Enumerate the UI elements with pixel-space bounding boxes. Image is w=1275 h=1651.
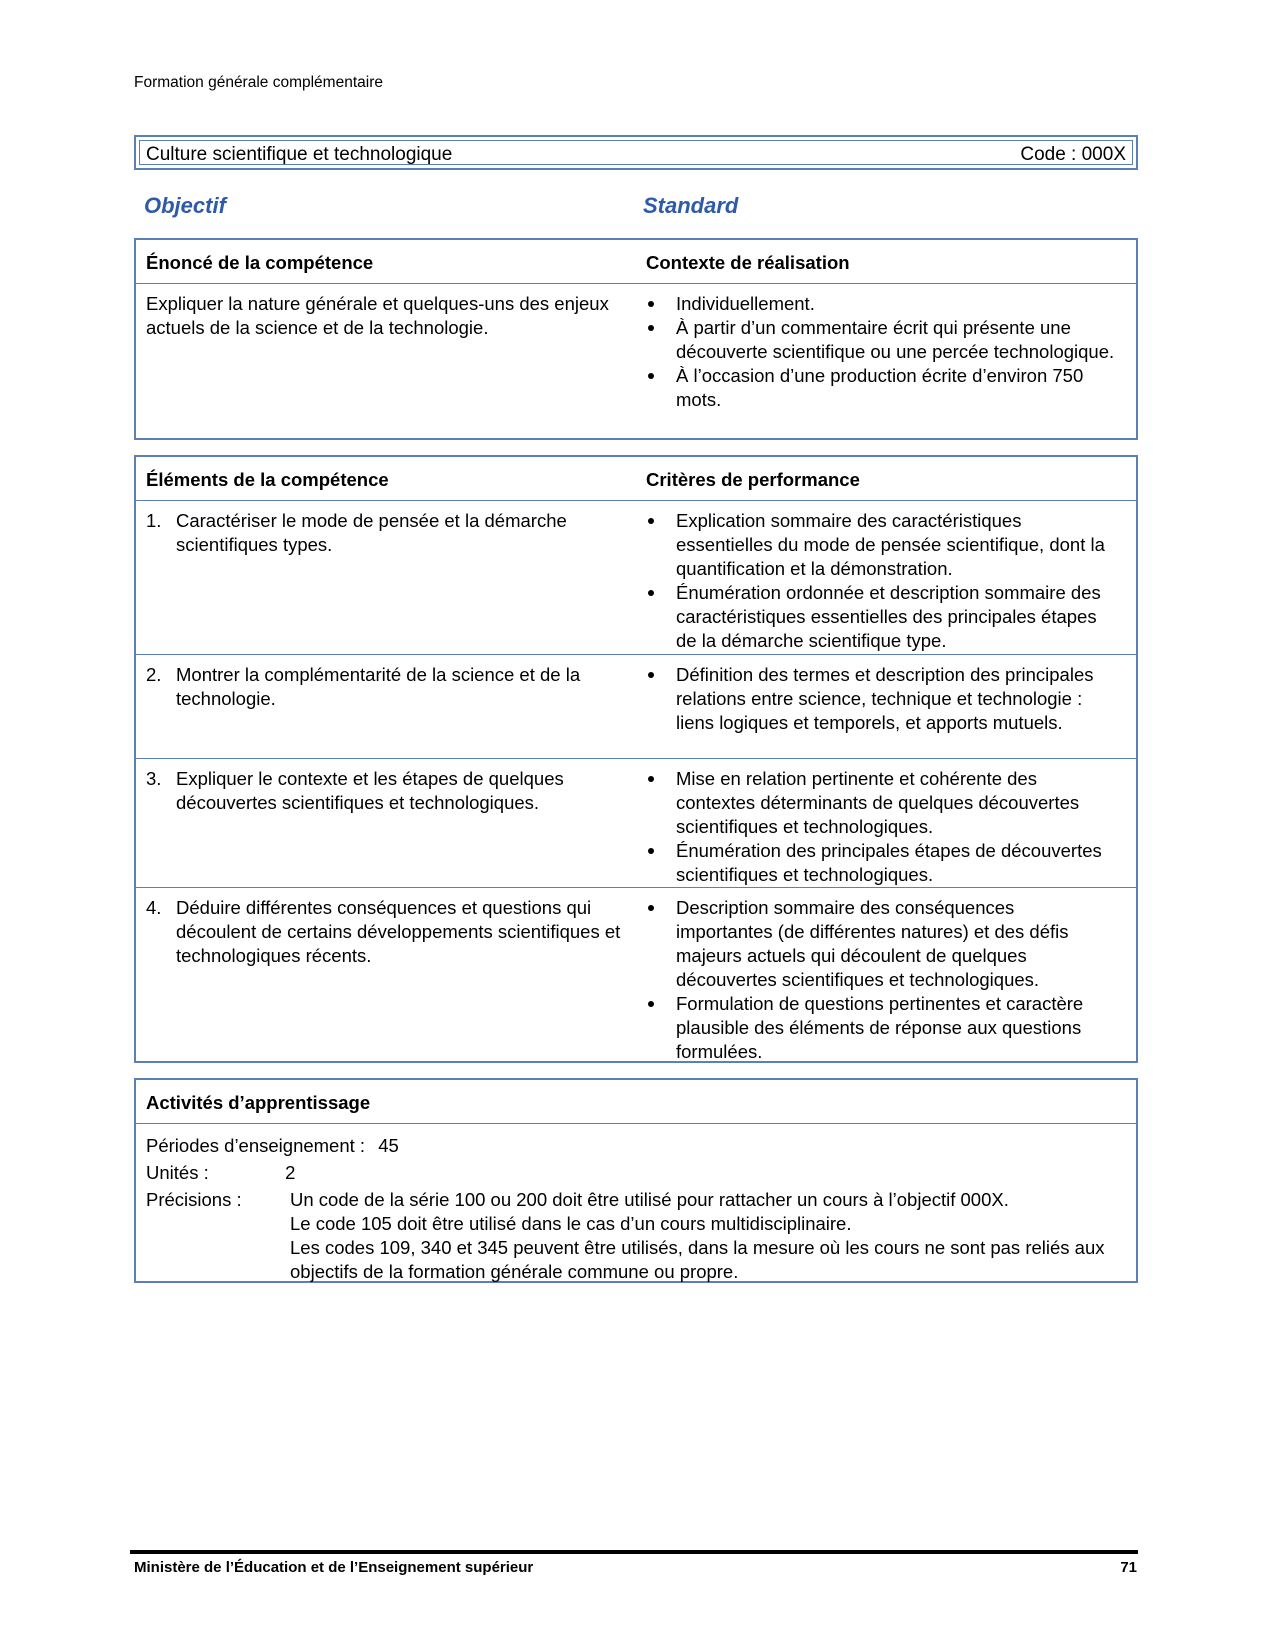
elements-header: Éléments de la compétence bbox=[146, 469, 389, 490]
element-text: Déduire différentes conséquences et questions qui découlent de certains développements scientifiques et technologiques récents. bbox=[176, 897, 621, 966]
criterion-item: Description sommaire des conséquences importantes (de différentes natures) et des défis majeurs actuels qui découlent de quelques découvertes scientifiques et technologiques. bbox=[646, 896, 1116, 992]
criterion-item: Mise en relation pertinente et cohérente des contextes déterminants de quelques découvertes scientifiques et technologiques. bbox=[646, 767, 1116, 839]
context-item: À l’occasion d’une production écrite d’environ 750 mots. bbox=[646, 364, 1116, 412]
element-text: Montrer la complémentarité de la science et de la technologie. bbox=[176, 664, 581, 709]
footer-rule bbox=[130, 1550, 1138, 1554]
page-number: 71 bbox=[1120, 1559, 1137, 1576]
units-value: 2 bbox=[285, 1162, 296, 1183]
element-item bbox=[146, 767, 646, 815]
running-head: Formation générale complémentaire bbox=[134, 74, 383, 91]
competence-box bbox=[134, 238, 1138, 440]
elements-box bbox=[134, 455, 1138, 1063]
units-line bbox=[146, 1161, 295, 1185]
criteria-list bbox=[646, 663, 1116, 735]
element-item bbox=[146, 896, 646, 968]
footer-ministry: Ministère de l’Éducation et de l’Enseignement supérieur bbox=[134, 1559, 534, 1576]
criteria-header: Critères de performance bbox=[646, 469, 860, 490]
criteria-list bbox=[646, 896, 1116, 1064]
element-number: 4. bbox=[146, 897, 162, 918]
course-title-band bbox=[134, 135, 1138, 170]
element-number: 2. bbox=[146, 664, 162, 685]
element-number: 1. bbox=[146, 510, 162, 531]
element-text: Caractériser le mode de pensée et la démarche scientifiques types. bbox=[176, 510, 567, 555]
standard-heading: Standard bbox=[643, 193, 739, 218]
competence-statement: Expliquer la nature générale et quelques-uns des enjeux actuels de la science et de la technologie. bbox=[146, 293, 609, 338]
competence-row bbox=[136, 284, 1136, 439]
criteria-list bbox=[646, 767, 1116, 887]
course-code: Code : 000X bbox=[1020, 144, 1126, 165]
precision-item: Un code de la série 100 ou 200 doit être utilisé pour rattacher un cours à l’objectif 000X. bbox=[290, 1189, 1009, 1210]
table-row bbox=[136, 888, 1136, 1064]
criteria-list bbox=[646, 509, 1116, 653]
criterion-item: Énumération ordonnée et description sommaire des caractéristiques essentielles des principales étapes de la démarche scientifique type. bbox=[646, 581, 1116, 653]
competence-statement-header: Énoncé de la compétence bbox=[146, 252, 374, 273]
context-item: À partir d’un commentaire écrit qui présente une découverte scientifique ou une percée technologique. bbox=[646, 316, 1116, 364]
elements-box-header bbox=[136, 457, 1136, 501]
context-item: Individuellement. bbox=[646, 292, 1116, 316]
precision-item: Les codes 109, 340 et 345 peuvent être utilisés, dans la mesure où les cours ne sont pas reliés aux objectifs de la formation générale commune ou propre. bbox=[290, 1237, 1105, 1282]
table-row bbox=[136, 501, 1136, 655]
periods-label: Périodes d’enseignement : bbox=[146, 1135, 366, 1156]
precisions-line bbox=[146, 1188, 1126, 1284]
precisions-text bbox=[290, 1188, 1120, 1284]
criterion-item: Explication sommaire des caractéristiques essentielles du mode de pensée scientifique, dont la quantification et la démonstration. bbox=[646, 509, 1116, 581]
periods-value: 45 bbox=[378, 1135, 399, 1156]
units-label: Unités : bbox=[146, 1162, 209, 1183]
activities-box bbox=[134, 1078, 1138, 1283]
precision-item: Le code 105 doit être utilisé dans le cas d’un cours multidisciplinaire. bbox=[290, 1213, 852, 1234]
element-number: 3. bbox=[146, 768, 162, 789]
element-item bbox=[146, 509, 646, 557]
periods-line bbox=[146, 1134, 399, 1158]
competence-box-header bbox=[136, 240, 1136, 284]
precisions-label: Précisions : bbox=[146, 1189, 242, 1210]
context-header: Contexte de réalisation bbox=[646, 252, 850, 273]
course-title: Culture scientifique et technologique bbox=[146, 144, 453, 165]
criterion-item: Définition des termes et description des principales relations entre science, technique et technologie : liens logiques et temporels, et apports mutuels. bbox=[646, 663, 1116, 735]
element-item bbox=[146, 663, 646, 711]
criterion-item: Énumération des principales étapes de découvertes scientifiques et technologiques. bbox=[646, 839, 1116, 887]
table-row bbox=[136, 655, 1136, 759]
activities-box-header bbox=[136, 1080, 1136, 1124]
context-list bbox=[646, 292, 1116, 412]
element-text: Expliquer le contexte et les étapes de quelques découvertes scientifiques et technologiques. bbox=[176, 768, 564, 813]
criterion-item: Formulation de questions pertinentes et caractère plausible des éléments de réponse aux questions formulées. bbox=[646, 992, 1116, 1064]
objective-heading: Objectif bbox=[144, 193, 226, 218]
table-row bbox=[136, 759, 1136, 888]
activities-header: Activités d’apprentissage bbox=[146, 1092, 371, 1113]
